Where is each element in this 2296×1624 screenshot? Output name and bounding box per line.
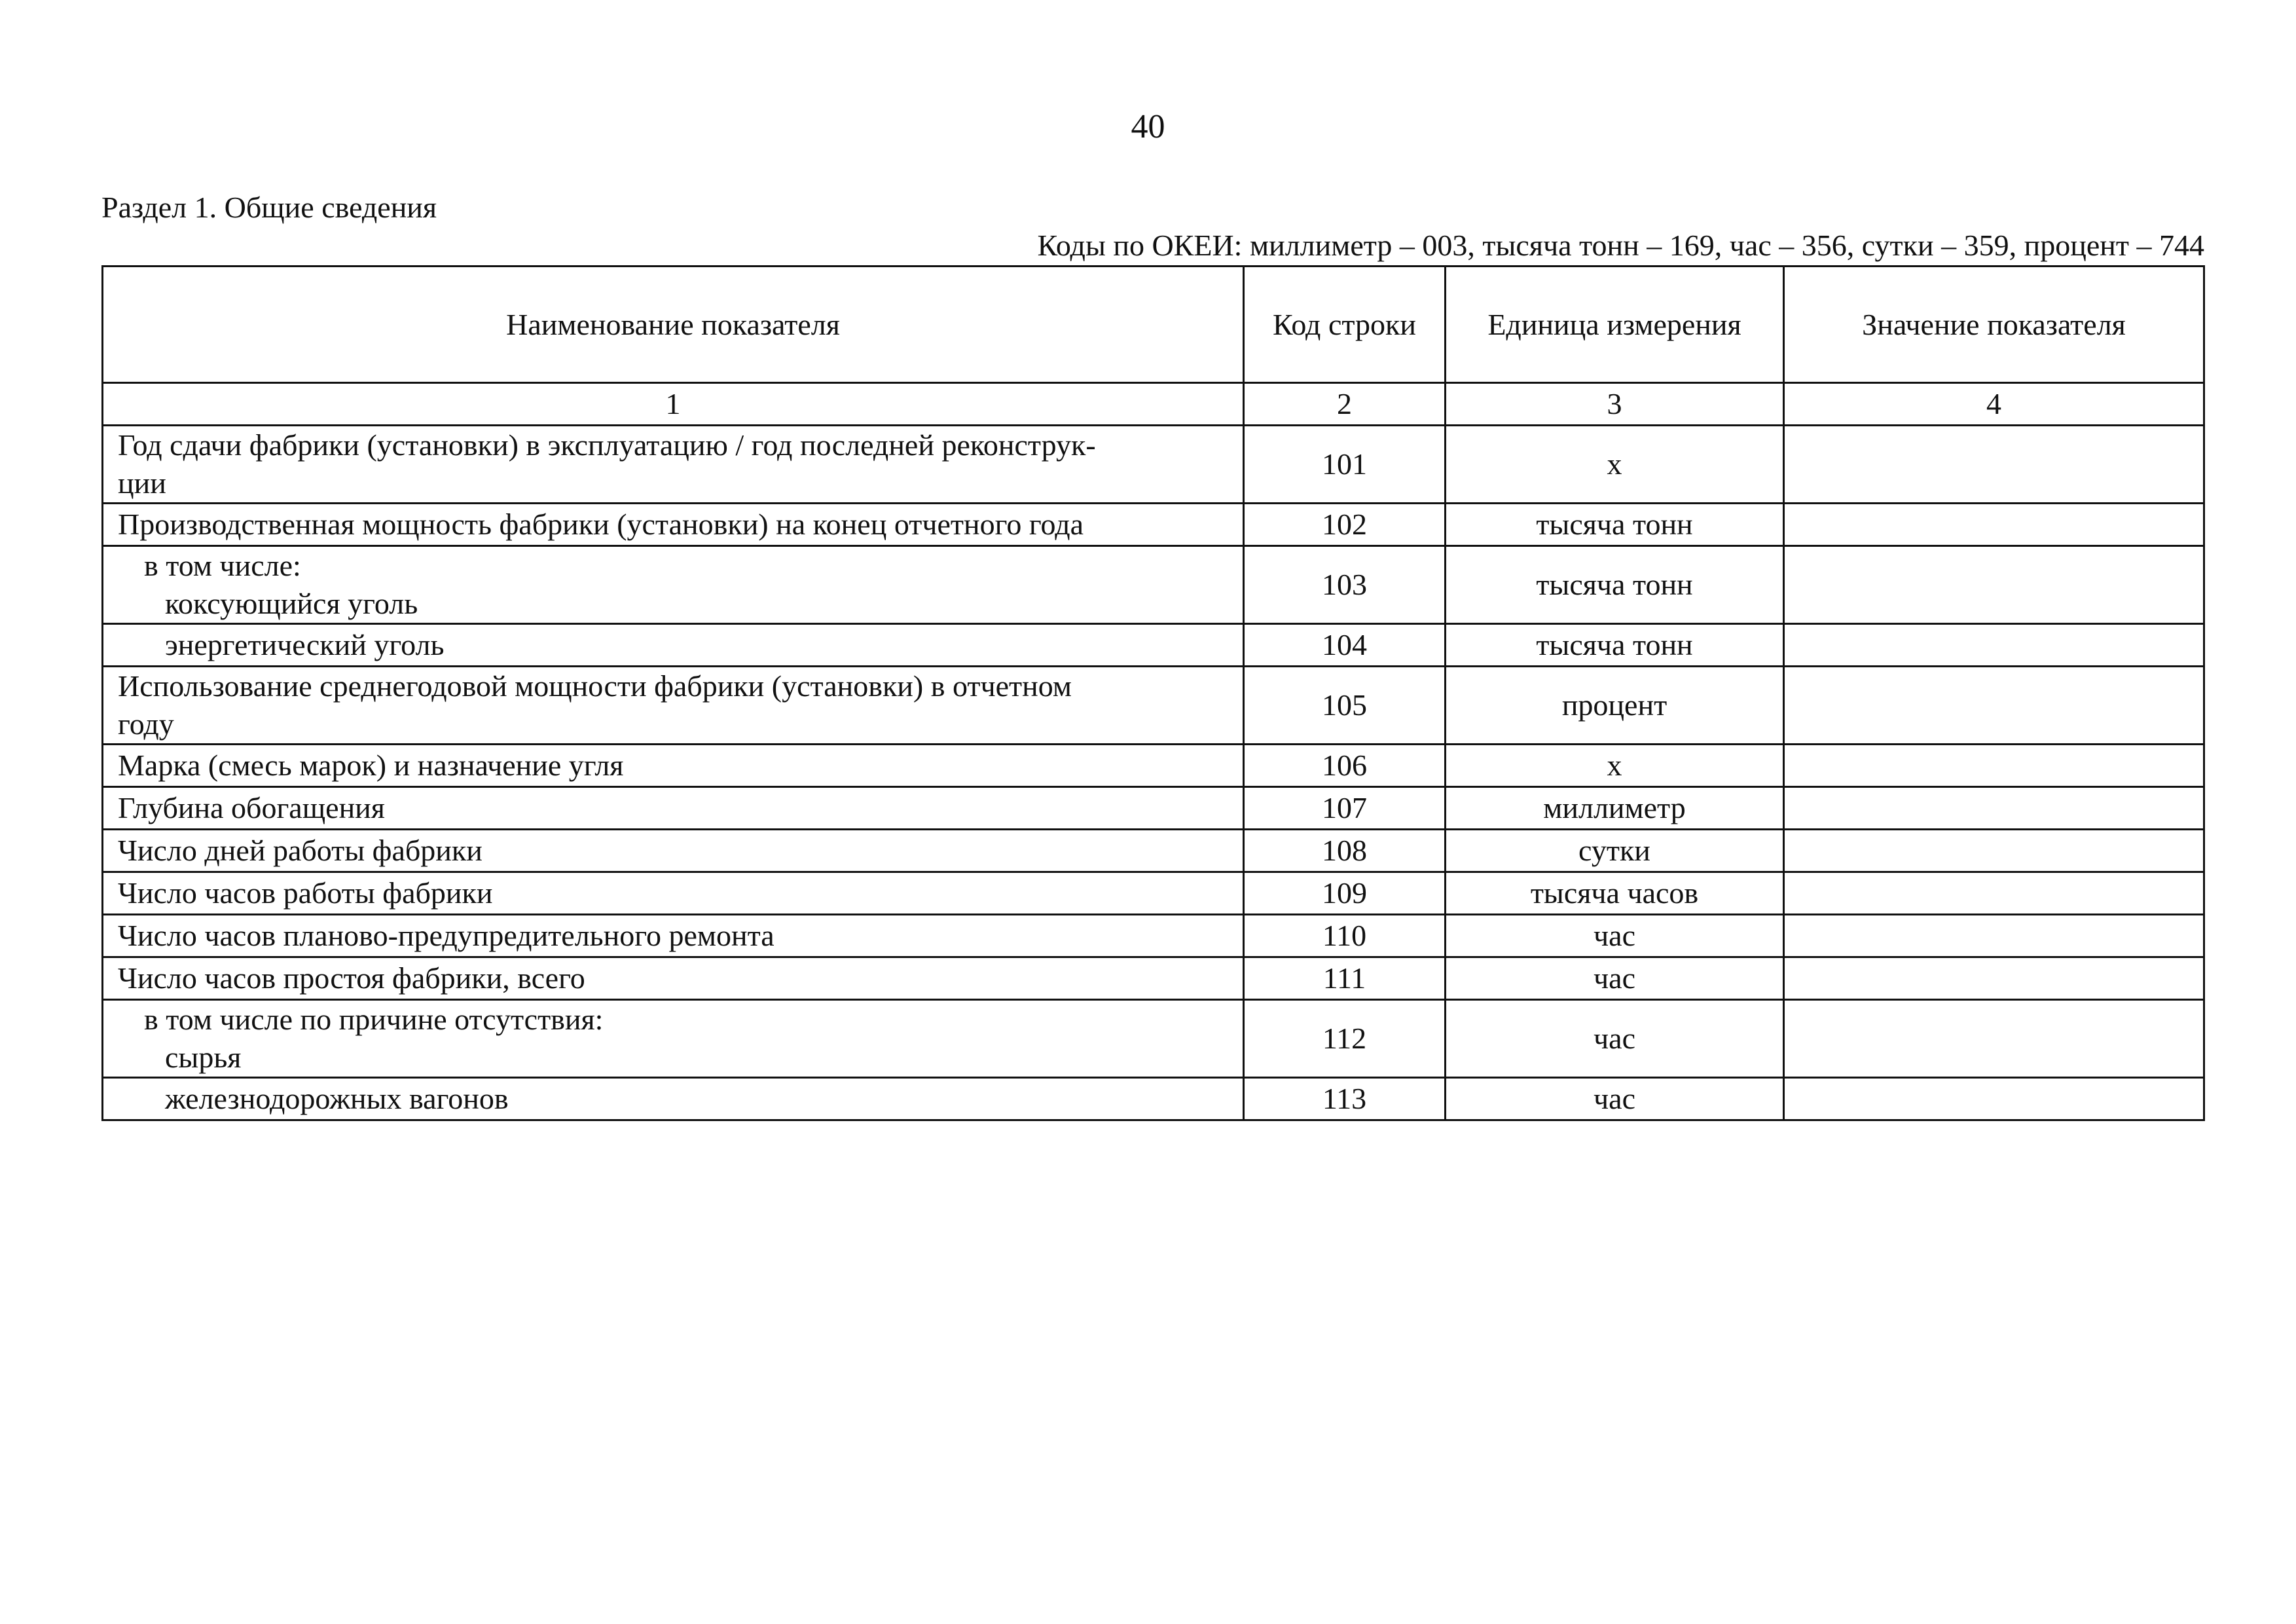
- indicator-name-cell: [103, 787, 1244, 830]
- value-input-cell[interactable]: [1784, 426, 2204, 504]
- row-code-cell: 110: [1244, 915, 1446, 957]
- row-code-cell: 112: [1244, 1000, 1446, 1078]
- value-input-cell[interactable]: [1784, 915, 2204, 957]
- unit-cell: тысяча тонн: [1446, 546, 1784, 624]
- indicator-name-cell: [103, 667, 1244, 745]
- row-code-cell: 111: [1244, 957, 1446, 1000]
- column-number: 3: [1446, 383, 1784, 426]
- indicator-name-line: Марка (смесь марок) и назначение угля: [118, 748, 624, 782]
- indicator-name-line: Число часов работы фабрики: [118, 876, 493, 910]
- column-numbers-row: [103, 383, 2204, 426]
- indicator-name-line: Производственная мощность фабрики (установки) на конец отчетного года: [118, 507, 1084, 541]
- indicators-table: [101, 265, 2205, 1121]
- table-row: [103, 787, 2204, 830]
- table-row: [103, 1078, 2204, 1120]
- indicator-name-line: сырья: [165, 1041, 242, 1074]
- indicator-name-cell: [103, 426, 1244, 504]
- indicator-name-cell: [103, 1000, 1244, 1078]
- value-input-cell[interactable]: [1784, 787, 2204, 830]
- indicator-name-line: Использование среднегодовой мощности фабрики (установки) в отчетном: [118, 669, 1072, 703]
- column-number: 1: [103, 383, 1244, 426]
- table-row: [103, 745, 2204, 787]
- table-row: [103, 546, 2204, 624]
- indicator-name-cell: [103, 546, 1244, 624]
- indicator-name-cell: [103, 745, 1244, 787]
- unit-cell: тысяча тонн: [1446, 504, 1784, 546]
- indicator-name-cell: [103, 957, 1244, 1000]
- section-title: Раздел 1. Общие сведения: [101, 191, 437, 224]
- table-row: [103, 957, 2204, 1000]
- unit-cell: час: [1446, 957, 1784, 1000]
- indicator-name-line: в том числе:: [144, 549, 301, 582]
- value-input-cell[interactable]: [1784, 504, 2204, 546]
- table-row: [103, 624, 2204, 667]
- unit-cell: тысяча тонн: [1446, 624, 1784, 667]
- unit-cell: х: [1446, 745, 1784, 787]
- value-input-cell[interactable]: [1784, 957, 2204, 1000]
- table-row: [103, 830, 2204, 872]
- indicator-name-cell: [103, 624, 1244, 667]
- column-number: 4: [1784, 383, 2204, 426]
- table-header-row: [103, 267, 2204, 383]
- indicator-name-line: Число часов простоя фабрики, всего: [118, 961, 585, 995]
- header-indicator-name: Наименование показателя: [103, 267, 1244, 383]
- value-input-cell[interactable]: [1784, 830, 2204, 872]
- unit-cell: час: [1446, 915, 1784, 957]
- indicator-name-line: ции: [118, 466, 166, 500]
- value-input-cell[interactable]: [1784, 667, 2204, 745]
- indicator-name-line: Год сдачи фабрики (установки) в эксплуатацию / год последней реконструк-: [118, 428, 1096, 462]
- unit-cell: тысяча часов: [1446, 872, 1784, 915]
- row-code-cell: 102: [1244, 504, 1446, 546]
- unit-cell: х: [1446, 426, 1784, 504]
- value-input-cell[interactable]: [1784, 872, 2204, 915]
- page-number: 40: [1131, 108, 1165, 145]
- indicator-name-line: в том числе по причине отсутствия:: [144, 1003, 604, 1036]
- indicator-name-cell: [103, 504, 1244, 546]
- row-code-cell: 104: [1244, 624, 1446, 667]
- row-code-cell: 109: [1244, 872, 1446, 915]
- unit-cell: миллиметр: [1446, 787, 1784, 830]
- table-row: [103, 1000, 2204, 1078]
- table-row: [103, 872, 2204, 915]
- table-row: [103, 915, 2204, 957]
- indicator-name-line: Число дней работы фабрики: [118, 834, 483, 867]
- indicator-name-cell: [103, 915, 1244, 957]
- okei-codes-note: Коды по ОКЕИ: миллиметр – 003, тысяча тонн – 169, час – 356, сутки – 359, процент – 744: [1037, 229, 2204, 262]
- header-row-code: Код строки: [1244, 267, 1446, 383]
- indicator-name-cell: [103, 1078, 1244, 1120]
- unit-cell: час: [1446, 1078, 1784, 1120]
- unit-cell: сутки: [1446, 830, 1784, 872]
- indicator-name-line: коксующийся уголь: [165, 587, 418, 620]
- value-input-cell[interactable]: [1784, 1078, 2204, 1120]
- unit-cell: час: [1446, 1000, 1784, 1078]
- table-row: [103, 667, 2204, 745]
- indicator-name-line: году: [118, 707, 174, 741]
- value-input-cell[interactable]: [1784, 546, 2204, 624]
- indicator-name-cell: [103, 830, 1244, 872]
- row-code-cell: 113: [1244, 1078, 1446, 1120]
- indicator-name-line: энергетический уголь: [165, 628, 445, 661]
- header-unit: Единица измерения: [1446, 267, 1784, 383]
- value-input-cell[interactable]: [1784, 745, 2204, 787]
- value-input-cell[interactable]: [1784, 624, 2204, 667]
- indicator-name-line: Число часов планово-предупредительного ремонта: [118, 919, 774, 952]
- indicator-name-cell: [103, 872, 1244, 915]
- row-code-cell: 107: [1244, 787, 1446, 830]
- column-number: 2: [1244, 383, 1446, 426]
- unit-cell: процент: [1446, 667, 1784, 745]
- table-row: [103, 426, 2204, 504]
- indicator-name-line: железнодорожных вагонов: [165, 1082, 509, 1115]
- value-input-cell[interactable]: [1784, 1000, 2204, 1078]
- row-code-cell: 108: [1244, 830, 1446, 872]
- row-code-cell: 101: [1244, 426, 1446, 504]
- header-value: Значение показателя: [1784, 267, 2204, 383]
- row-code-cell: 105: [1244, 667, 1446, 745]
- indicator-name-line: Глубина обогащения: [118, 791, 385, 824]
- row-code-cell: 106: [1244, 745, 1446, 787]
- row-code-cell: 103: [1244, 546, 1446, 624]
- table-row: [103, 504, 2204, 546]
